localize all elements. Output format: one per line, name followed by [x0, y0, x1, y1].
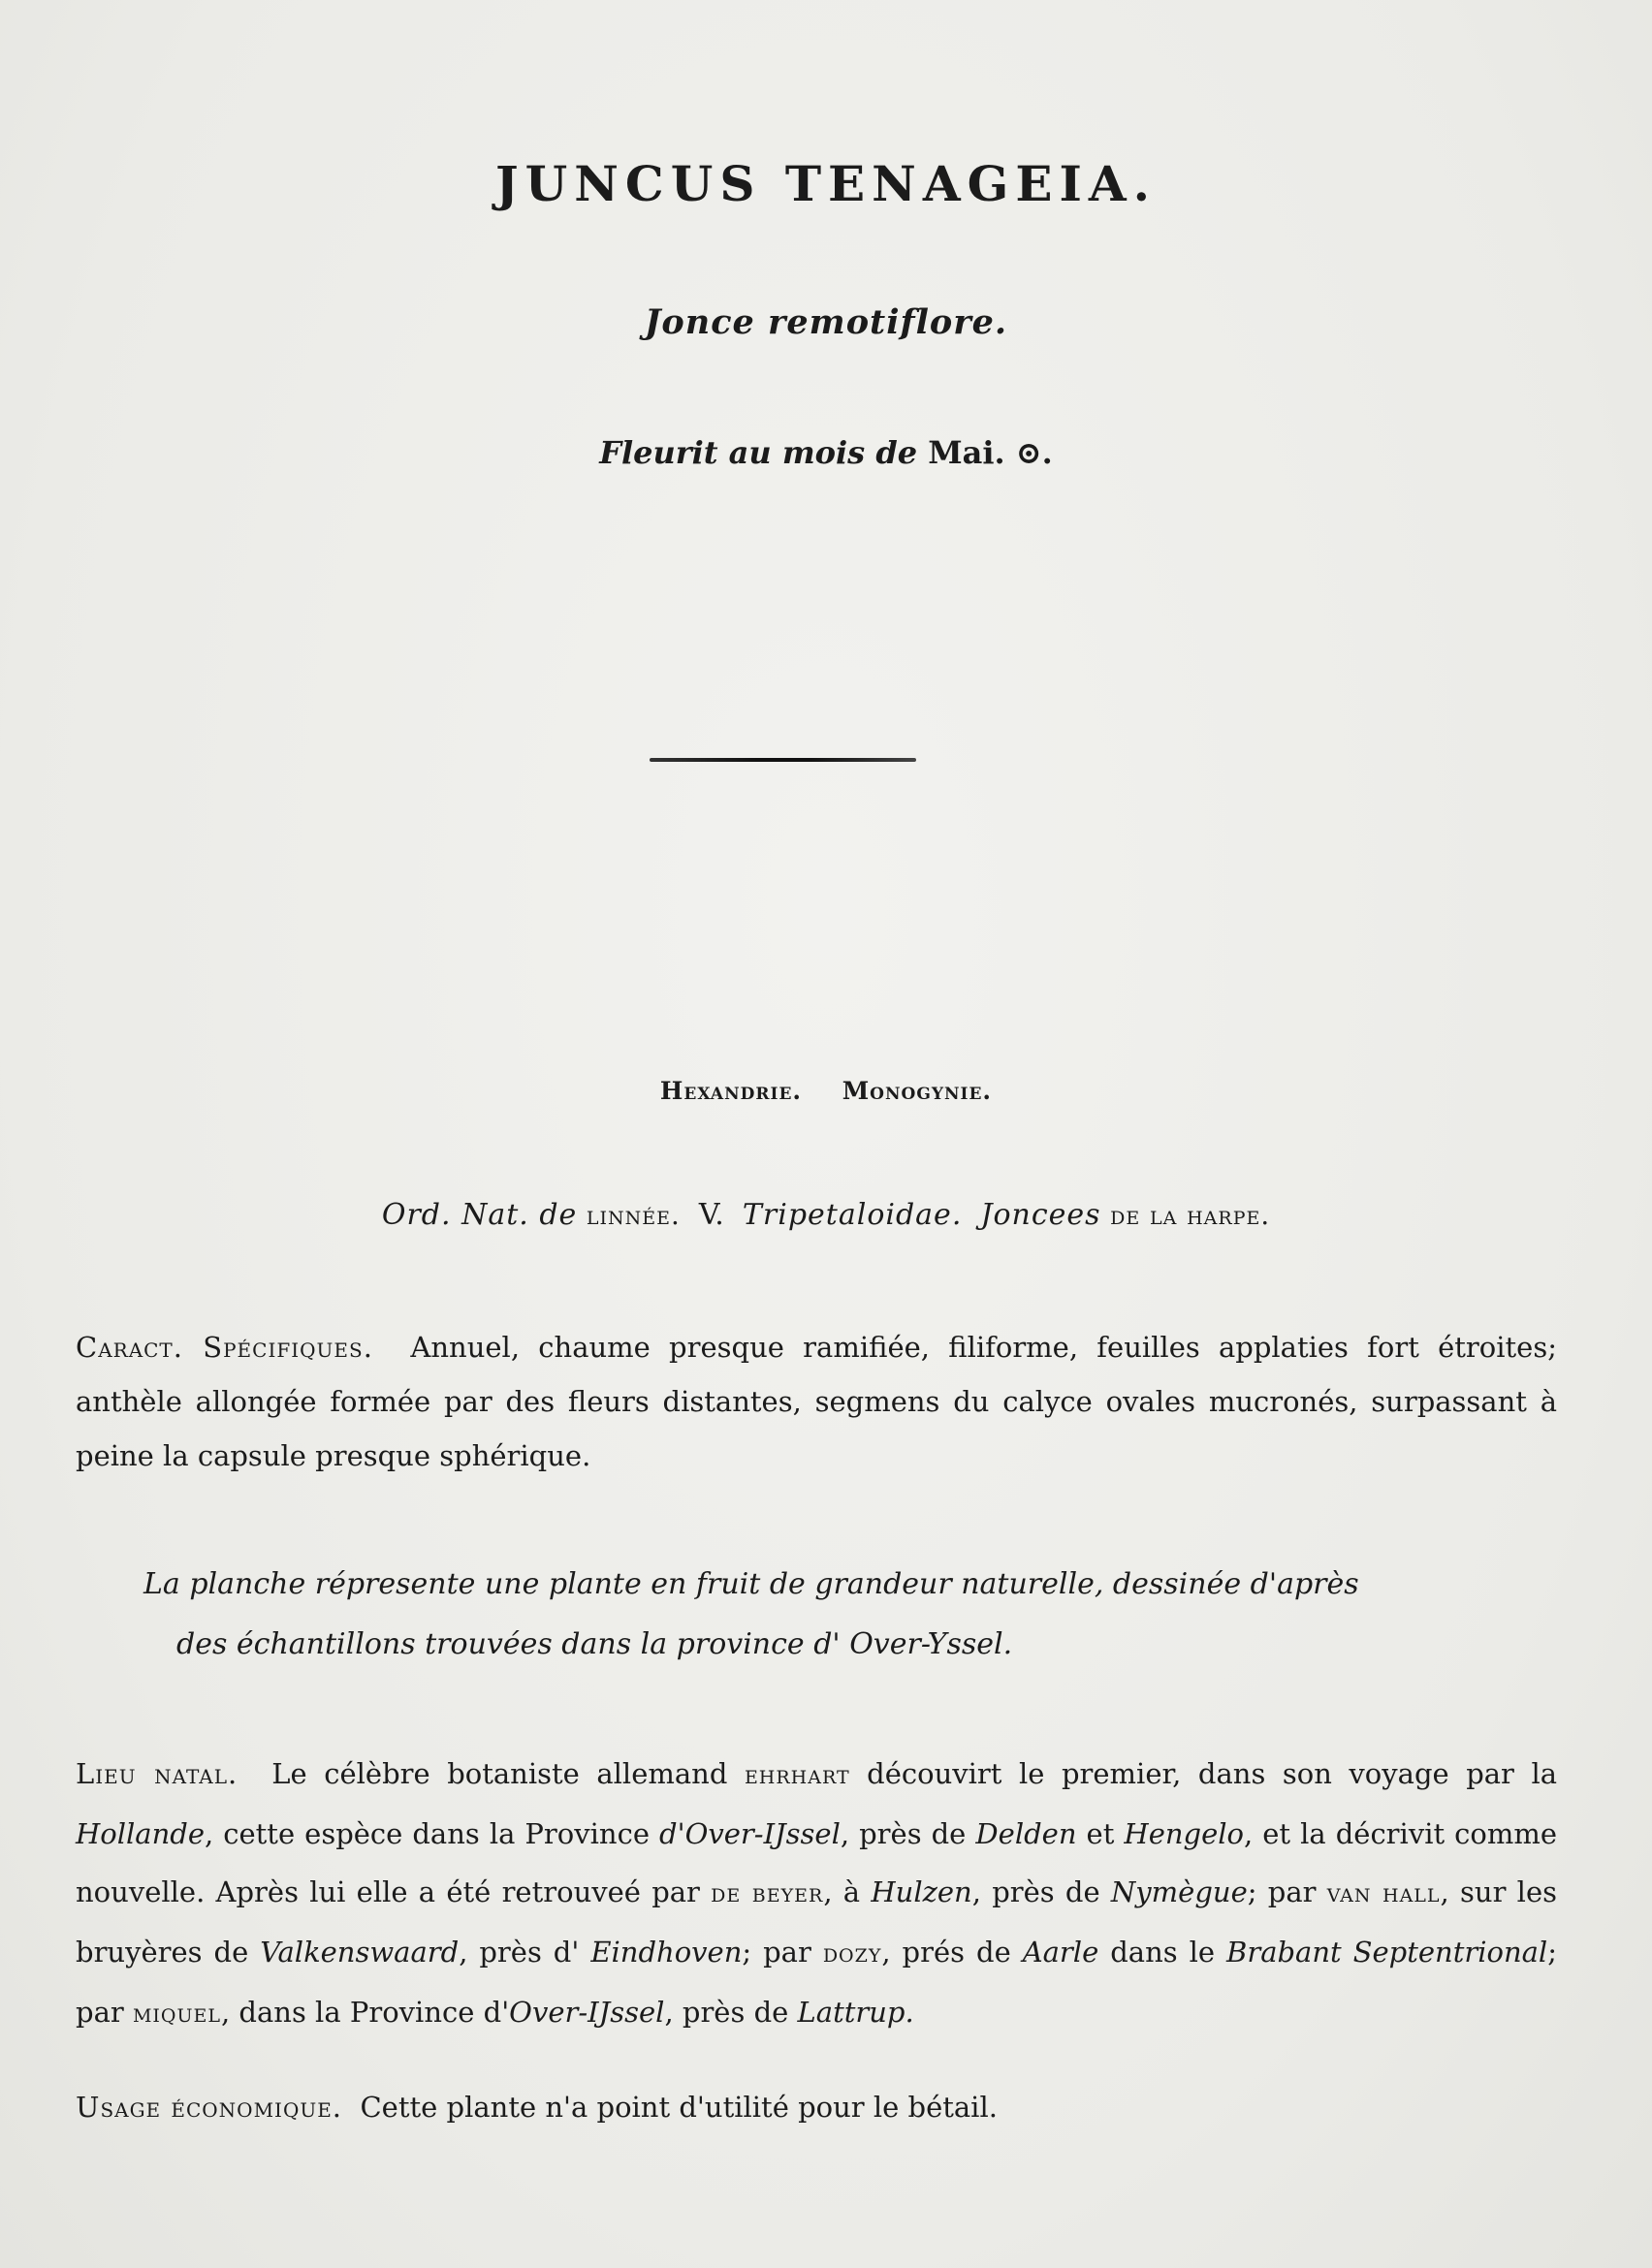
- collector-name: miquel: [132, 1999, 221, 2029]
- collector-name: ehrhart: [744, 1760, 850, 1790]
- linnaean-classification: [0, 1076, 1652, 1106]
- lieu-label: Lieu natal.: [76, 1757, 238, 1790]
- place-name: Hulzen: [871, 1875, 972, 1908]
- lieu-text: , à: [823, 1875, 861, 1908]
- lieu-text: , dans la Province d': [220, 1996, 510, 2029]
- collector-name: dozy: [822, 1938, 882, 1969]
- lieu-text: , prés de: [881, 1936, 1011, 1969]
- economic-use-paragraph: [76, 2080, 1557, 2134]
- plate-line-2: des échantillons trouvées dans la province d' Over-Yssel.: [176, 1627, 1013, 1661]
- lieu-text: , cette espèce dans la Province: [205, 1817, 650, 1850]
- lieu-text: , près d': [459, 1936, 580, 1969]
- flowering-text: Fleurit au mois de: [599, 434, 918, 471]
- place-name: Hengelo: [1124, 1817, 1245, 1850]
- usage-label: Usage économique.: [76, 2091, 343, 2124]
- natural-order-prefix: Ord. Nat. de: [381, 1198, 578, 1232]
- natural-order-family: Joncees: [980, 1198, 1101, 1232]
- flowering-line: [0, 434, 1652, 471]
- caract-label: Caract. Spécifiques.: [76, 1331, 373, 1364]
- place-name: Valkenswaard: [260, 1936, 460, 1969]
- collector-name: de beyer: [711, 1878, 824, 1908]
- plate-line-1: La planche répresente une plante en fruit de grandeur naturelle, dessinée d'après: [143, 1567, 1359, 1601]
- lieu-text: , sur les bruyères de: [76, 1875, 1558, 1969]
- annual-symbol-icon: ⊙.: [1015, 434, 1053, 471]
- flowering-month: Mai.: [928, 434, 1005, 471]
- lieu-text: , près de: [971, 1875, 1100, 1908]
- place-name: Aarle: [1022, 1936, 1099, 1969]
- natural-order-number: V.: [698, 1198, 724, 1232]
- lieu-text: ; par: [1247, 1875, 1317, 1908]
- lieu-text: ; par: [742, 1936, 811, 1969]
- divider-rule: [650, 758, 916, 762]
- natural-order-line: [0, 1198, 1652, 1232]
- species-title: JUNCUS TENAGEIA.: [494, 155, 1158, 212]
- collector-name: van hall: [1326, 1878, 1441, 1908]
- order-label: Monogynie.: [842, 1077, 993, 1105]
- lieu-text: ; par: [76, 1936, 1557, 2029]
- place-name: Hollande: [76, 1817, 205, 1850]
- common-name: Jonce remotiflore.: [644, 302, 1008, 342]
- place-name: Delden: [975, 1817, 1077, 1850]
- place-name: Brabant Septentrional: [1226, 1936, 1548, 1969]
- habitat-paragraph: [76, 1745, 1557, 2043]
- caract-text: Annuel, chaume presque ramifiée, filiforme, feuilles applaties fort étroites; anthèle allongée formée par des fleurs distantes, segmens du calyce ovales mucronés, surpassant à peine la capsule presque sphérique.: [76, 1331, 1558, 1472]
- lieu-text: et: [1086, 1817, 1115, 1850]
- lieu-text: découvirt le premier, dans son voyage par la: [867, 1757, 1558, 1790]
- lieu-text: , et la décrivit comme nouvelle. Après lui elle a été retrouveé par: [76, 1817, 1558, 1908]
- lieu-text: , près de: [664, 1996, 789, 2029]
- lieu-text: , près de: [840, 1817, 967, 1850]
- place-name: Lattrup.: [797, 1996, 914, 2029]
- place-name: Nymègue: [1110, 1875, 1248, 1908]
- specific-characters-paragraph: [76, 1320, 1557, 1483]
- family-author: de la harpe.: [1110, 1199, 1271, 1231]
- place-name: d'Over-IJssel: [659, 1817, 841, 1850]
- natural-order-group: Tripetaloidae.: [742, 1198, 963, 1232]
- usage-text: Cette plante n'a point d'utilité pour le bétail.: [360, 2091, 998, 2124]
- plate-description: [143, 1555, 1559, 1675]
- lieu-text: Le célèbre botaniste allemand: [271, 1757, 728, 1790]
- natural-order-author: linnée.: [586, 1199, 681, 1231]
- place-name: Eindhoven: [590, 1936, 743, 1969]
- class-label: Hexandrie.: [659, 1077, 803, 1105]
- lieu-text: dans le: [1110, 1936, 1216, 1969]
- place-name: Over-IJssel: [509, 1996, 665, 2029]
